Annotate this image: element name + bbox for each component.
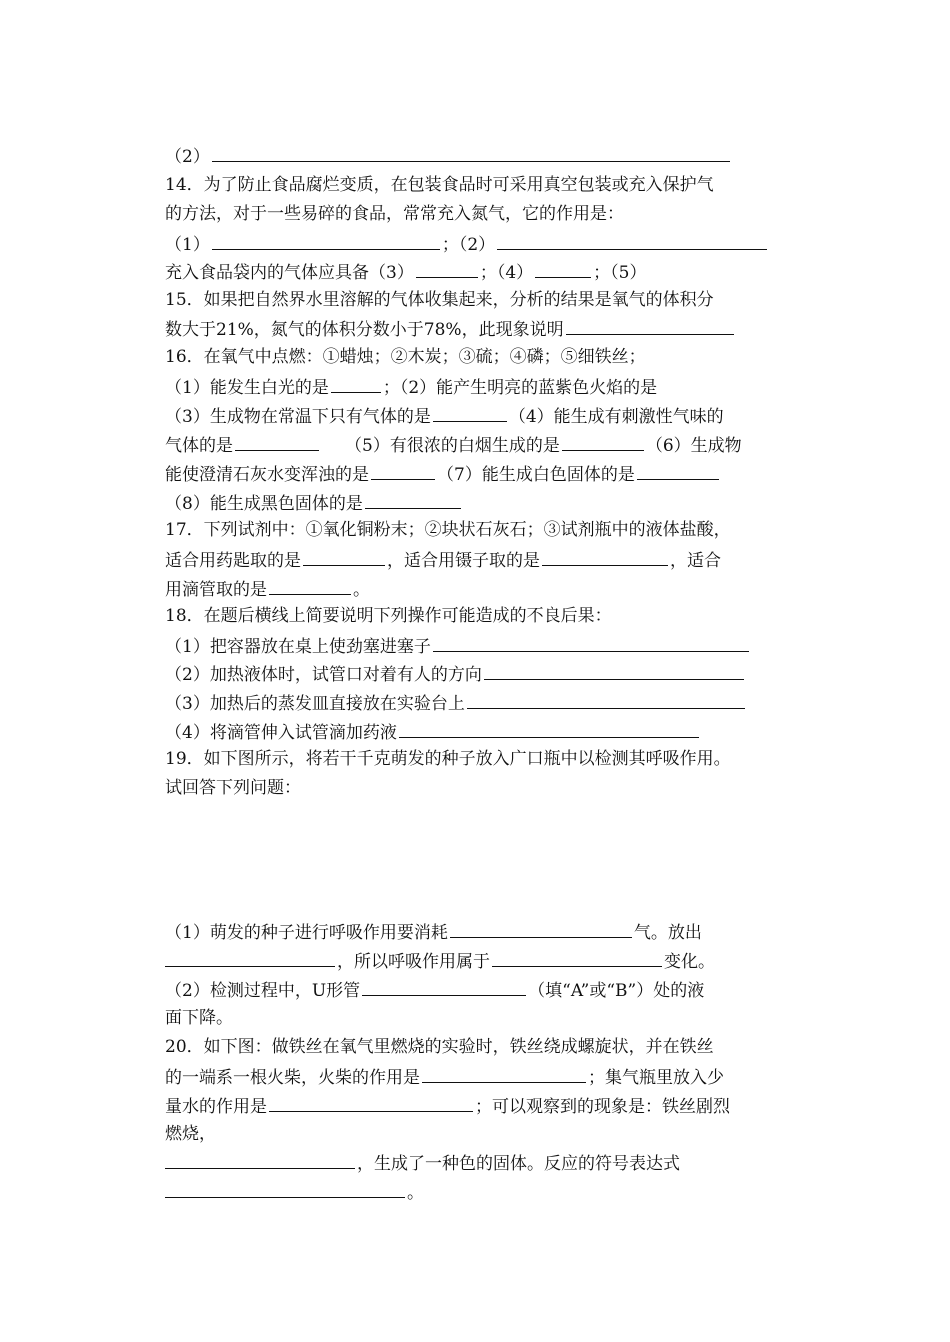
q19-q1-end: 变化。 [664, 952, 715, 972]
q18-item4-blank[interactable] [399, 721, 699, 738]
q18-item2 [165, 663, 746, 685]
q17-spoon-blank[interactable] [303, 549, 385, 566]
q14-item2-blank[interactable] [497, 233, 767, 250]
q20-line1: 20．如下图：做铁丝在氧气里燃烧的实验时，铁丝绕成螺旋状，并在铁丝 [165, 1037, 714, 1057]
q16-line1: 16．在氧气中点燃：①蜡烛；②木炭；③硫；④磷；⑤细铁丝； [165, 347, 646, 367]
q16-line5 [165, 463, 721, 485]
q18-item3 [165, 692, 747, 714]
q16-item3-label: （3）生成物在常温下只有气体的是 [165, 407, 431, 427]
q18-item2-blank[interactable] [484, 663, 744, 680]
q20-line2-end: ；集气瓶里放入少 [588, 1068, 724, 1088]
q19-line2: 试回答下列问题： [165, 778, 301, 798]
q16-item5-blank[interactable] [562, 434, 644, 451]
q16-line4 [165, 434, 742, 456]
q16-item2-label: ；（2）能产生明亮的蓝紫色火焰的是 [382, 378, 658, 398]
q20-phenomenon-blank[interactable] [165, 1152, 355, 1169]
q17-spoon-label: 适合用药匙取的是 [165, 551, 301, 571]
q13-item2-label: （2） [165, 147, 210, 167]
q14-line4 [165, 261, 646, 283]
q19-q2-cont: （填“A”或“B”）处的液 [528, 981, 705, 1001]
q20-water-blank[interactable] [269, 1095, 473, 1112]
q19-q1-cont2: ，所以呼吸作用属于 [337, 952, 490, 972]
q15-line1: 15．如果把自然界水里溶解的气体收集起来，分析的结果是氧气的体积分 [165, 290, 714, 310]
q18-item4-label: （4）将滴管伸入试管滴加药液 [165, 723, 397, 743]
q14-item5-label: ；（5） [593, 263, 647, 283]
q16-line6 [165, 492, 463, 514]
q17-tweezers-blank[interactable] [542, 549, 668, 566]
q14-line3 [165, 233, 769, 255]
q20-line5-text: ，生成了一种色的固体。反应的符号表达式 [357, 1154, 680, 1174]
q19-utube-blank[interactable] [362, 979, 526, 996]
q19-q1-label: （1）萌发的种子进行呼吸作用要消耗 [165, 923, 448, 943]
q18-item3-label: （3）加热后的蒸发皿直接放在实验台上 [165, 694, 465, 714]
q20-line4: 燃烧， [165, 1124, 216, 1144]
q19-q2-label: （2）检测过程中，U形管 [165, 981, 361, 1001]
q18-item1-blank[interactable] [433, 635, 749, 652]
q20-match-blank[interactable] [422, 1066, 586, 1083]
q16-item4-label: （4）能生成有刺激性气味的 [508, 407, 724, 427]
q19-line5 [165, 979, 704, 1001]
q17-line3 [165, 578, 370, 600]
q20-line2 [165, 1066, 724, 1088]
q16-item8-label: （8）能生成黑色固体的是 [165, 494, 363, 514]
q14-line1: 14．为了防止食品腐烂变质，在包装食品时可采用真空包装或充入保护气 [165, 175, 714, 195]
q18-item1-label: （1）把容器放在桌上使劲塞进塞子 [165, 637, 431, 657]
q16-item7-blank[interactable] [637, 463, 719, 480]
q14-item2-label: ；（2） [441, 235, 496, 255]
q20-water-label: 量水的作用是 [165, 1097, 267, 1117]
q17-line1: 17．下列试剂中：①氧化铜粉末；②块状石灰石；③试剂瓶中的液体盐酸， [165, 520, 731, 540]
q20-line3-end: ；可以观察到的现象是：铁丝剧烈 [475, 1097, 730, 1117]
q19-gas-blank[interactable] [450, 921, 632, 938]
q17-dropper-label: 用滴管取的是 [165, 580, 267, 600]
q20-line3 [165, 1095, 730, 1117]
q13-item2-line [165, 145, 732, 167]
q16-item4-blank[interactable] [235, 434, 319, 451]
q19-line1: 19．如下图所示，将若干千克萌发的种子放入广口瓶中以检测其呼吸作用。 [165, 749, 731, 769]
q20-line5 [165, 1152, 680, 1174]
q17-line2 [165, 549, 721, 571]
q16-item6-cont: 能使澄清石灰水变浑浊的是 [165, 465, 369, 485]
q17-dropper-blank[interactable] [269, 578, 351, 595]
q17-line3-end: 。 [353, 580, 370, 600]
q18-item1 [165, 635, 751, 657]
q20-line6-end: 。 [407, 1183, 424, 1203]
q16-item1-blank[interactable] [331, 376, 381, 393]
q16-item5-label: （5）有很浓的白烟生成的是 [345, 436, 560, 456]
q16-item6-label: （6）生成物 [645, 436, 742, 456]
q15-line2-text: 数大于21%，氮气的体积分数小于78%，此现象说明 [165, 320, 564, 340]
q14-item3-label: 充入食品袋内的气体应具备（3） [165, 263, 414, 283]
q14-item4-label: ；（4） [479, 263, 534, 283]
q20-line6 [165, 1181, 424, 1203]
q14-item4-blank[interactable] [535, 261, 591, 278]
q14-item1-label: （1） [165, 235, 210, 255]
q17-tweezers-label: ，适合用镊子取的是 [387, 551, 540, 571]
q19-line3 [165, 921, 702, 943]
q18-line1: 18．在题后横线上简要说明下列操作可能造成的不良后果： [165, 606, 612, 626]
q16-item3-blank[interactable] [433, 405, 507, 422]
q15-line2 [165, 318, 736, 340]
q14-item1-blank[interactable] [212, 233, 440, 250]
q14-item3-blank[interactable] [416, 261, 478, 278]
q19-q1-cont: 气。放出 [633, 923, 702, 943]
q16-line2 [165, 376, 657, 398]
q20-match-label: 的一端系一根火柴，火柴的作用是 [165, 1068, 420, 1088]
q17-line2-end: ，适合 [670, 551, 721, 571]
q16-item8-blank[interactable] [365, 492, 461, 509]
q19-line6: 面下降。 [165, 1008, 233, 1028]
q19-line4 [165, 950, 715, 972]
q16-item6-blank[interactable] [371, 463, 435, 480]
q18-item4 [165, 721, 701, 743]
q15-blank[interactable] [566, 318, 734, 335]
q19-change-blank[interactable] [492, 950, 662, 967]
q16-line3 [165, 405, 724, 427]
q19-release-blank[interactable] [165, 950, 335, 967]
q16-item7-label: （7）能生成白色固体的是 [437, 465, 635, 485]
q20-equation-blank[interactable] [165, 1181, 405, 1198]
q18-item3-blank[interactable] [467, 692, 745, 709]
q13-item2-blank[interactable] [212, 145, 730, 162]
q14-line2: 的方法，对于一些易碎的食品，常常充入氮气，它的作用是： [165, 204, 624, 224]
q16-item4-cont: 气体的是 [165, 436, 233, 456]
q16-item1-label: （1）能发生白光的是 [165, 378, 329, 398]
q18-item2-label: （2）加热液体时，试管口对着有人的方向 [165, 665, 482, 685]
